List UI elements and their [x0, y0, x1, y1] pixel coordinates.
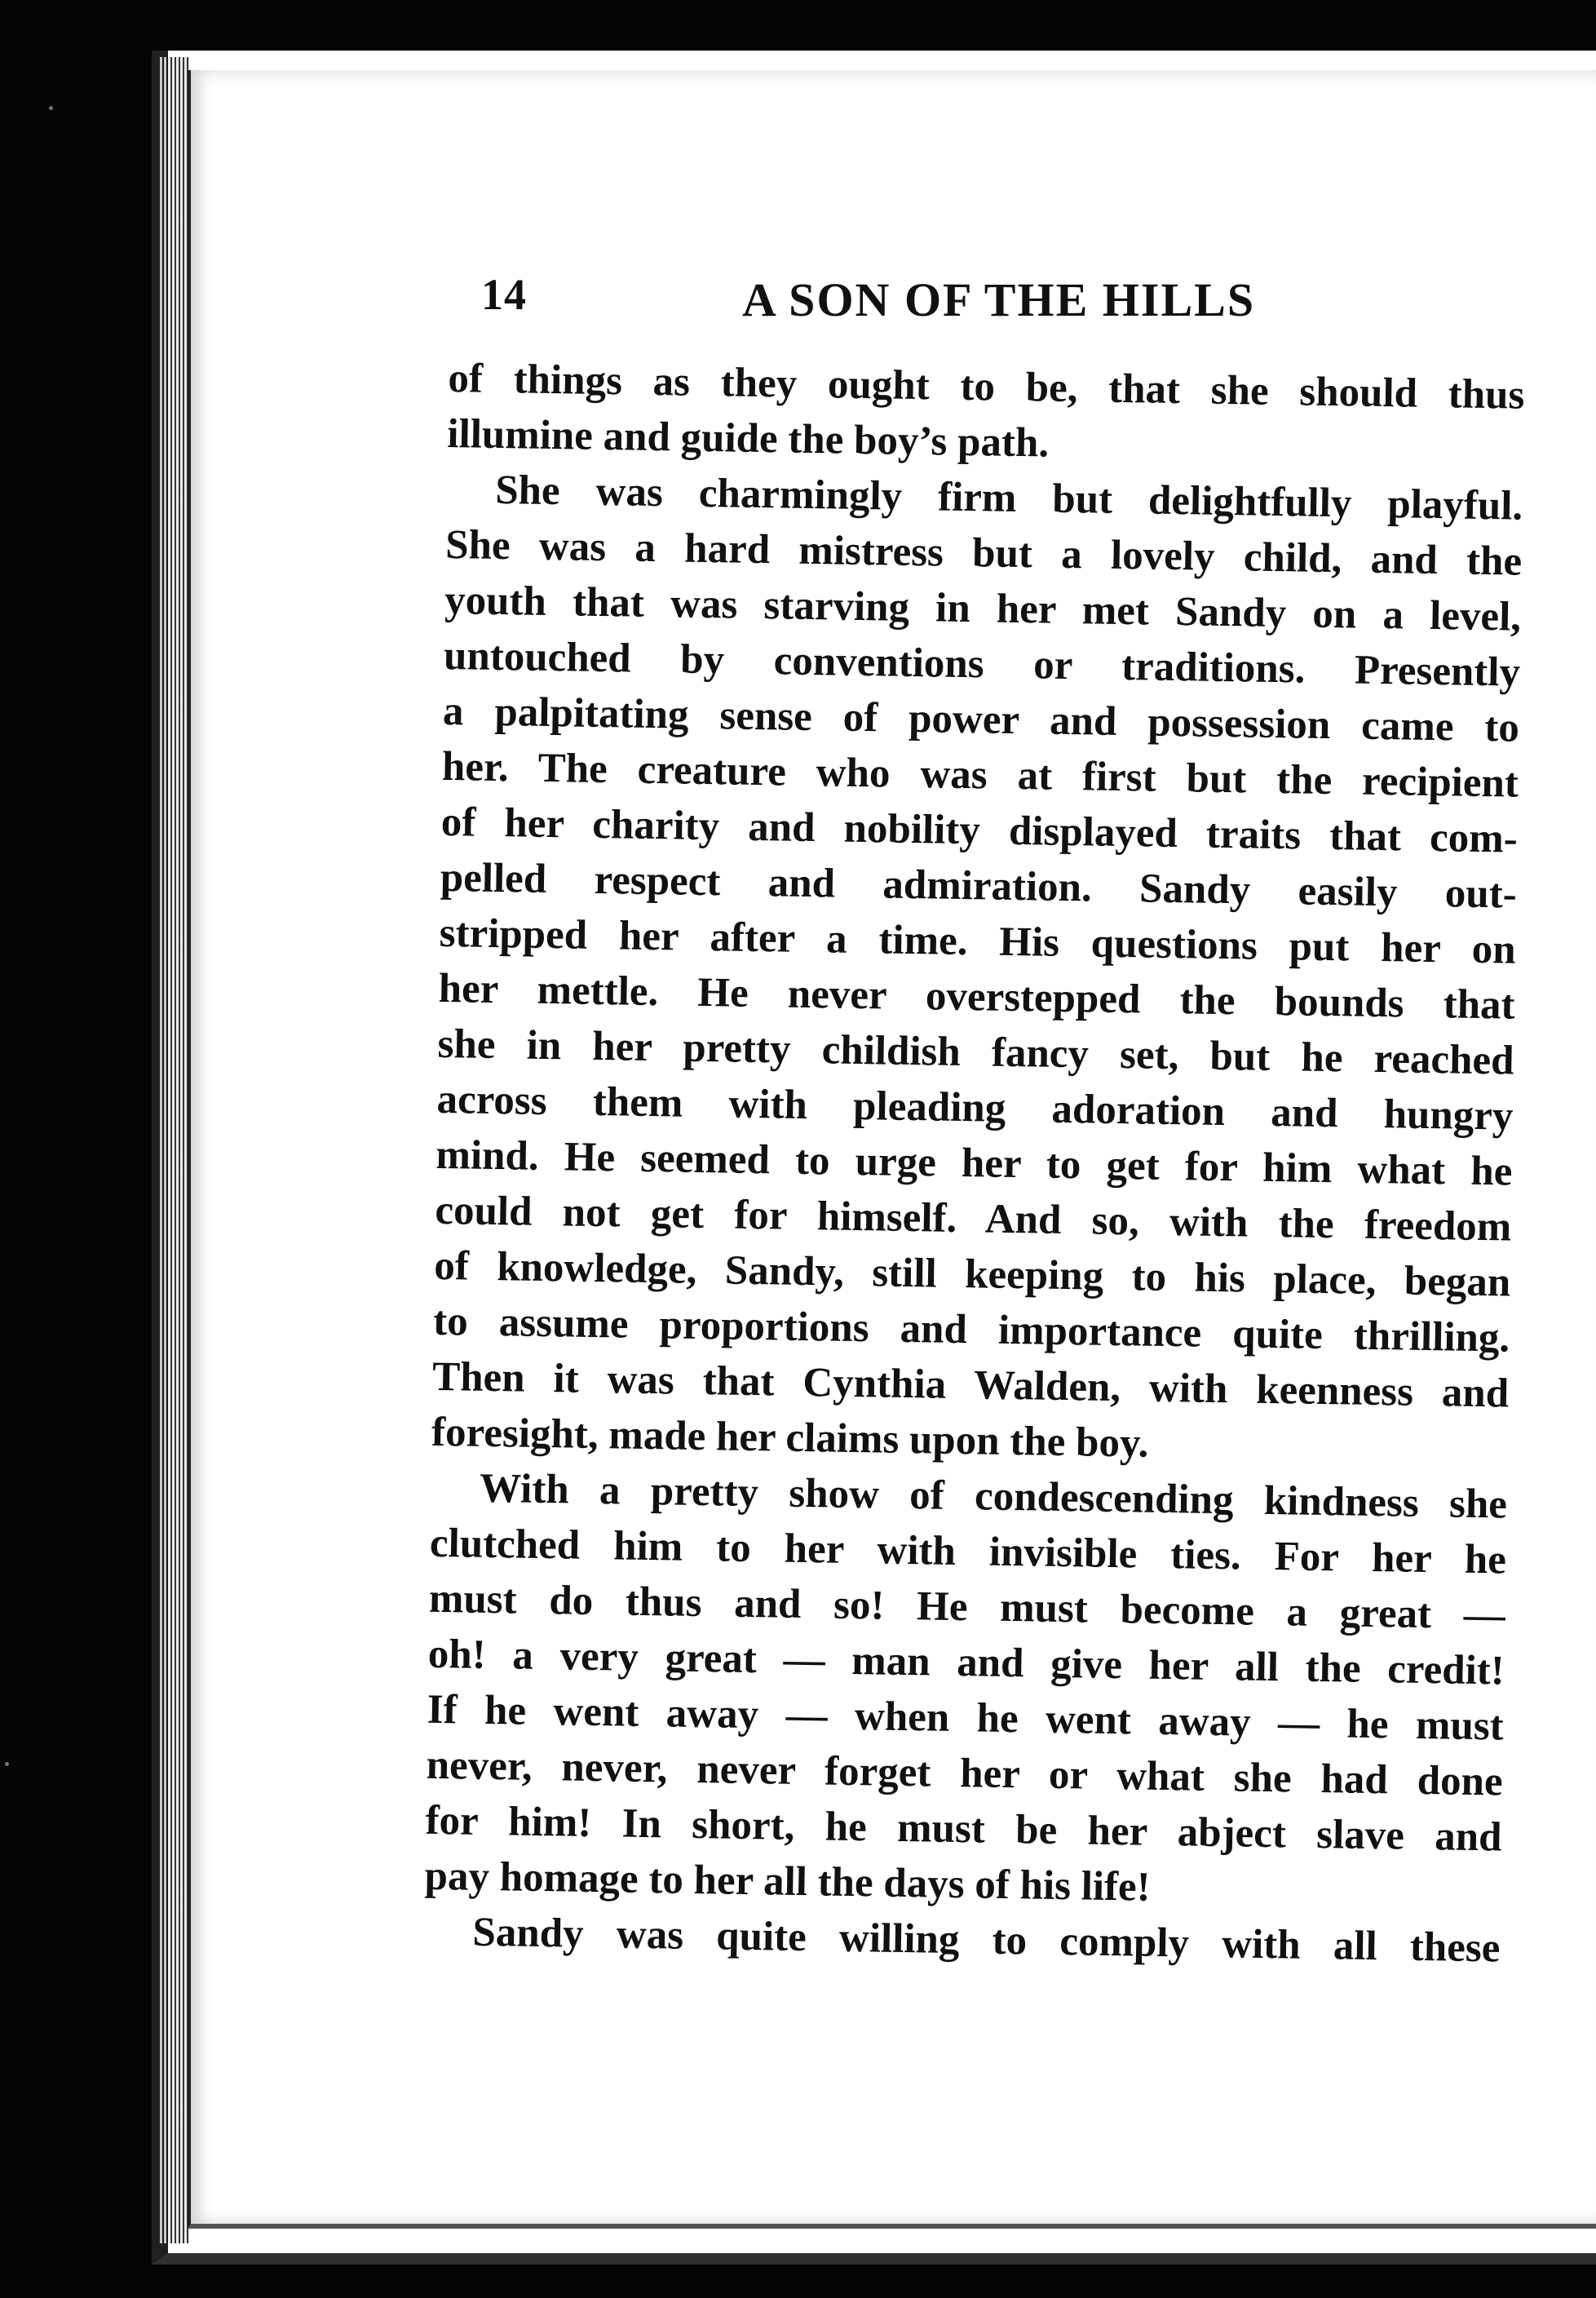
- text-line: youth that was starving in her met Sandy on a level,: [444, 577, 1522, 640]
- text-line: She was a hard mistress but a lovely child, and the: [444, 521, 1523, 585]
- text-line: of knowledge, Sandy, still keeping to his place, began: [433, 1242, 1511, 1306]
- text-line: She was charmingly firm but delightfully playful.: [494, 467, 1523, 529]
- text-line: With a pretty show of condescending kindness she: [479, 1465, 1508, 1528]
- text-line: of things as they ought to be, that she should thus: [448, 355, 1525, 418]
- text-line: illumine and guide the boy’s path.: [446, 410, 1050, 467]
- page-number: 14: [481, 270, 527, 319]
- text-line: oh! a very great — man and give her all the credit!: [427, 1631, 1505, 1694]
- text-line: pelled respect and admiration. Sandy easily out-: [440, 854, 1518, 918]
- text-line: could not get for himself. And so, with the freedom: [435, 1187, 1512, 1251]
- text-line: to assume proportions and importance quite thrilling.: [432, 1298, 1510, 1362]
- text-line: mind. He seemed to urge her to get for him what he: [435, 1131, 1513, 1195]
- text-line: her. The creature who was at first but the recipient: [441, 743, 1519, 807]
- page-header: [481, 269, 1378, 334]
- body-text: [423, 351, 1525, 1976]
- text-line: across them with pleading adoration and hungry: [436, 1076, 1514, 1140]
- text-line: a palpitating sense of power and possession came to: [442, 688, 1520, 751]
- text-line: never, never, never forget her or what she had done: [426, 1742, 1504, 1805]
- text-line: untouched by conventions or traditions. Presently: [443, 632, 1521, 696]
- text-line: clutched him to her with invisible ties. For her he: [429, 1520, 1507, 1583]
- scan-speck: [49, 106, 53, 110]
- text-line: stripped her after a time. His questions put her on: [439, 910, 1517, 973]
- text-line: foresight, made her claims upon the boy.: [431, 1409, 1149, 1467]
- page-edges: [160, 57, 189, 2243]
- text-line: Then it was that Cynthia Walden, with keenness and: [431, 1353, 1510, 1417]
- text-line: of her charity and nobility displayed traits that com-: [440, 799, 1519, 862]
- text-line: her mettle. He never overstepped the bounds that: [438, 965, 1515, 1029]
- running-title: A SON OF THE HILLS: [742, 273, 1256, 326]
- text-line: pay homage to her all the days of his life!: [424, 1853, 1152, 1911]
- scan-speck: [5, 1762, 9, 1766]
- text-line: for him! In short, he must be her abject slave and: [425, 1797, 1502, 1861]
- text-line: Sandy was quite willing to comply with all these: [472, 1909, 1501, 1972]
- text-line: she in her pretty childish fancy set, but he reached: [437, 1021, 1514, 1084]
- text-line: must do thus and so! He must become a great —: [428, 1575, 1506, 1639]
- text-line: If he went away — when he went away — he must: [427, 1686, 1505, 1750]
